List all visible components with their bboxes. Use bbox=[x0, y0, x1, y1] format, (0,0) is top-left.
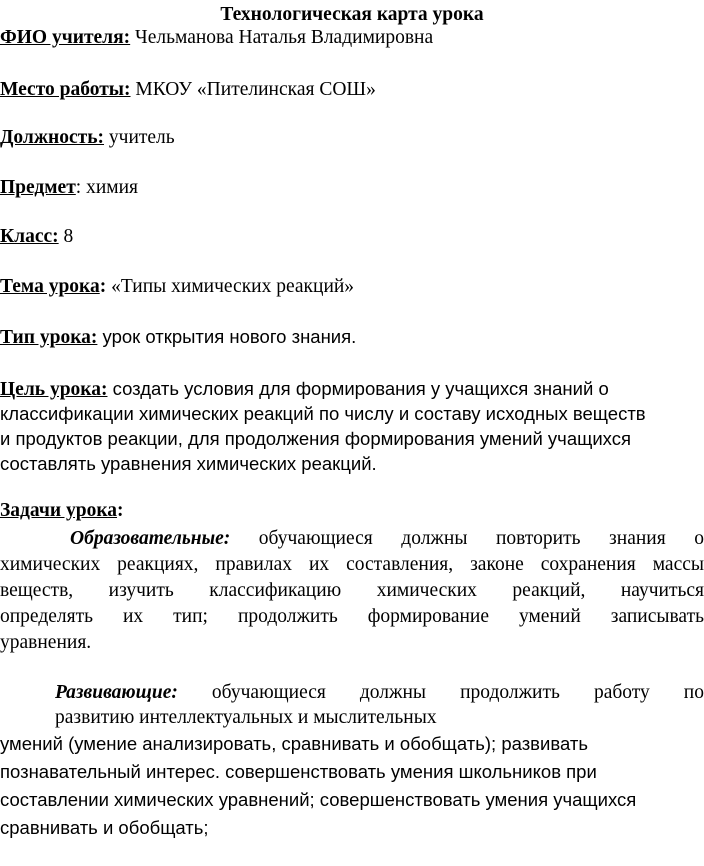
grade-value: 8 bbox=[58, 226, 74, 247]
subject-field bbox=[0, 177, 138, 199]
educational-text: обучающиеся должны повторить знания о bbox=[230, 528, 704, 549]
grade-label: Класс: bbox=[0, 226, 59, 247]
goal-label: Цель урока: bbox=[0, 379, 108, 400]
position-label: Должность: bbox=[0, 127, 105, 148]
teacher-field bbox=[0, 27, 433, 49]
teacher-value: Чельманова Наталья Владимировна bbox=[130, 27, 434, 48]
developing-line: познавательный интерес. совершенствовать умения школьников при bbox=[0, 761, 597, 782]
topic-colon: : bbox=[99, 276, 107, 297]
educational-line: химических реакциях, правилах их составления, законе сохранения массы bbox=[0, 554, 704, 575]
developing-line: умений (умение анализировать, сравнивать и обобщать); развивать bbox=[0, 733, 588, 754]
position-value: учитель bbox=[104, 127, 175, 148]
goal-line: составлять уравнения химических реакций. bbox=[0, 453, 377, 474]
topic-value: «Типы химических реакций» bbox=[106, 276, 355, 297]
topic-label: Тема урока bbox=[0, 276, 100, 297]
educational-line: определять их тип; продолжить формирование умений записывать bbox=[0, 606, 704, 627]
goal-line bbox=[0, 376, 704, 401]
tasks-colon: : bbox=[117, 500, 124, 521]
developing-tasks bbox=[0, 680, 704, 842]
developing-line bbox=[0, 680, 704, 706]
workplace-value: МКОУ «Пителинская СОШ» bbox=[130, 79, 376, 100]
document-title: Технологическая карта урока bbox=[220, 4, 484, 25]
subject-label: Предмет bbox=[0, 177, 76, 198]
educational-label: Образовательные: bbox=[70, 528, 231, 549]
position-field bbox=[0, 127, 175, 149]
goal-line: классификации химических реакций по числу и составу исходных веществ bbox=[0, 403, 646, 424]
subject-value: : химия bbox=[75, 177, 139, 198]
teacher-label: ФИО учителя: bbox=[0, 27, 131, 48]
developing-label: Развивающие: bbox=[55, 682, 178, 703]
goal-text: создать условия для формирования у учащихся знаний о bbox=[107, 378, 609, 399]
lesson-type-label: Тип урока: bbox=[0, 327, 98, 348]
educational-line bbox=[0, 526, 704, 552]
lesson-goal bbox=[0, 376, 704, 476]
developing-line: сравнивать и обобщать; bbox=[0, 817, 209, 838]
tasks-heading bbox=[0, 500, 124, 522]
workplace-label: Место работы: bbox=[0, 79, 131, 100]
topic-field bbox=[0, 276, 354, 298]
workplace-field bbox=[0, 79, 376, 101]
developing-line: составлении химических уравнений; совершенствовать умения учащихся bbox=[0, 789, 637, 810]
educational-line: уравнения. bbox=[0, 632, 92, 653]
lesson-type-value: урок открытия нового знания. bbox=[97, 326, 357, 347]
developing-line: развитию интеллектуальных и мыслительных bbox=[55, 707, 437, 728]
tasks-label: Задачи урока bbox=[0, 500, 118, 521]
educational-line: веществ, изучить классификацию химических реакций, научиться bbox=[0, 580, 704, 601]
developing-text: обучающиеся должны продолжить работу по bbox=[177, 682, 704, 703]
goal-line: и продуктов реакции, для продолжения формирования умений учащихся bbox=[0, 428, 631, 449]
educational-tasks bbox=[0, 526, 704, 656]
grade-field bbox=[0, 226, 73, 248]
lesson-type-field bbox=[0, 326, 356, 349]
